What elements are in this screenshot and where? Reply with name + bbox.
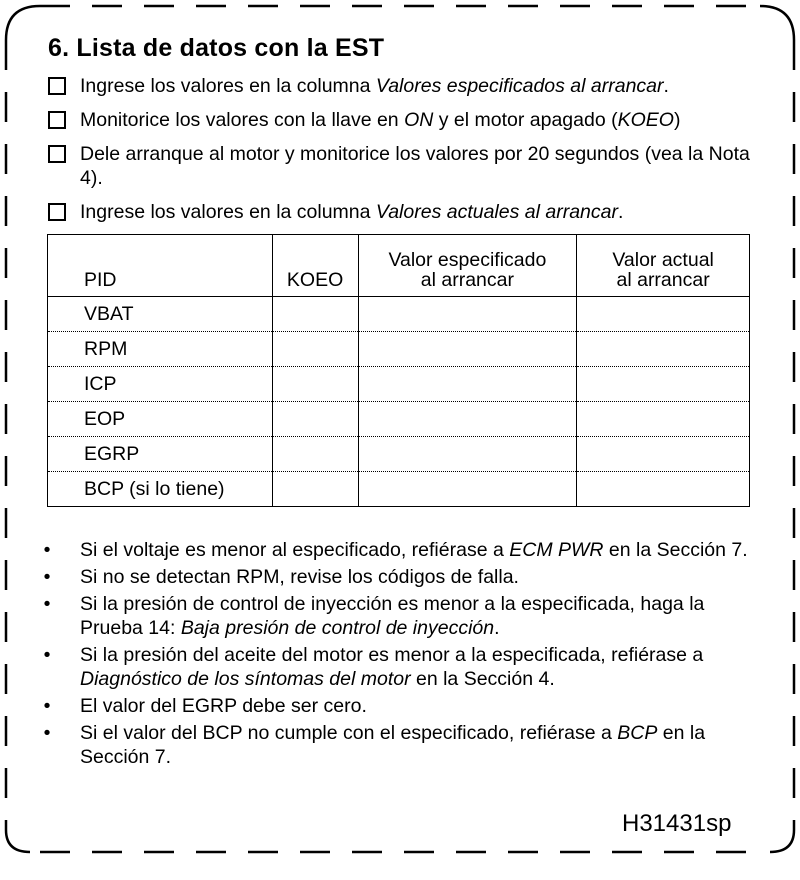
actual-value-cell[interactable] <box>577 367 750 402</box>
note-item <box>40 592 760 640</box>
note-item <box>40 565 760 589</box>
actual-value-cell[interactable] <box>577 437 750 472</box>
table-row <box>48 437 750 472</box>
bullet-icon: • <box>43 539 51 561</box>
actual-value-cell[interactable] <box>577 472 750 507</box>
header-spec-value <box>358 235 577 297</box>
note-item <box>40 643 760 691</box>
note-item <box>40 538 760 562</box>
spec-value-cell[interactable] <box>358 367 577 402</box>
actual-value-cell[interactable] <box>577 332 750 367</box>
spec-value-cell[interactable] <box>358 297 577 332</box>
pid-cell: EGRP <box>48 437 273 472</box>
spec-value-cell[interactable] <box>358 437 577 472</box>
italic-text: ON <box>404 109 434 131</box>
pid-cell: EOP <box>48 402 273 437</box>
table-row <box>48 472 750 507</box>
checklist-item-text: Dele arranque al motor y monitorice los valores por 20 segundos (vea la Nota 4). <box>80 143 750 189</box>
spec-value-cell[interactable] <box>358 472 577 507</box>
header-spec-line1: Valor especificado <box>388 249 547 271</box>
koeo-cell[interactable] <box>272 297 358 332</box>
bullet-icon: • <box>43 695 51 717</box>
note-text: Si el voltaje es menor al especificado, refiérase a ECM PWR en la Sección 7. <box>80 539 748 561</box>
pid-cell: BCP (si lo tiene) <box>48 472 273 507</box>
italic-text: KOEO <box>617 109 674 131</box>
note-text: Si el valor del BCP no cumple con el especificado, refiérase a BCP en la Sección 7. <box>80 722 706 768</box>
note-text: Si la presión de control de inyección es menor a la especificada, haga la Prueba 14: Baja presión de control de inyección. <box>80 593 705 639</box>
header-actual-line2: al arrancar <box>616 269 710 291</box>
header-pid: PID <box>48 235 273 297</box>
koeo-cell[interactable] <box>272 437 358 472</box>
italic-text: Diagnóstico de los síntomas del motor <box>80 668 411 690</box>
note-item <box>40 721 760 769</box>
checkbox[interactable] <box>48 111 66 129</box>
checklist-item[interactable] <box>48 74 760 98</box>
page-title: 6. Lista de datos con la EST <box>48 34 385 62</box>
notes-list <box>40 538 760 772</box>
checklist-item[interactable] <box>48 142 760 190</box>
spec-value-cell[interactable] <box>358 332 577 367</box>
actual-value-cell[interactable] <box>577 402 750 437</box>
pid-cell: VBAT <box>84 302 134 325</box>
italic-text: ECM PWR <box>509 539 604 561</box>
spec-value-cell[interactable] <box>358 402 577 437</box>
note-text: Si no se detectan RPM, revise los códigos de falla. <box>80 566 519 588</box>
koeo-cell[interactable] <box>272 402 358 437</box>
table-header-row <box>48 235 750 297</box>
header-spec-line2: al arrancar <box>420 269 514 291</box>
actual-value-cell[interactable] <box>577 297 750 332</box>
checklist-item[interactable] <box>48 200 760 224</box>
checkbox[interactable] <box>48 145 66 163</box>
header-koeo: KOEO <box>272 235 358 297</box>
table-row <box>48 332 750 367</box>
figure-code: H31431sp <box>622 810 732 837</box>
bullet-icon: • <box>43 593 51 615</box>
bullet-icon: • <box>43 566 51 588</box>
table-row <box>48 367 750 402</box>
note-text: El valor del EGRP debe ser cero. <box>80 695 367 717</box>
note-item <box>40 694 760 718</box>
checkbox[interactable] <box>48 203 66 221</box>
italic-text: Baja presión de control de inyección <box>180 617 495 639</box>
koeo-cell[interactable] <box>272 332 358 367</box>
checklist-item-text: Ingrese los valores en la columna Valores especificados al arrancar. <box>80 75 669 97</box>
koeo-cell[interactable] <box>272 472 358 507</box>
italic-text: BCP <box>617 722 658 744</box>
checkbox[interactable] <box>48 77 66 95</box>
italic-text: Valores especificados al arrancar <box>375 75 664 97</box>
pid-data-table <box>47 234 750 507</box>
checklist-item[interactable] <box>48 108 760 132</box>
table-row <box>48 402 750 437</box>
koeo-cell[interactable] <box>272 367 358 402</box>
pid-cell: ICP <box>48 367 273 402</box>
header-actual-value <box>577 235 750 297</box>
checklist-item-text: Ingrese los valores en la columna Valores actuales al arrancar. <box>80 201 624 223</box>
pid-cell: RPM <box>48 332 273 367</box>
italic-text: Valores actuales al arrancar <box>375 201 618 223</box>
bullet-icon: • <box>43 644 51 666</box>
checklist-item-text: Monitorice los valores con la llave en ON y el motor apagado (KOEO) <box>80 109 681 131</box>
bullet-icon: • <box>43 722 51 744</box>
note-text: Si la presión del aceite del motor es menor a la especificada, refiérase a Diagnóstico de los síntomas del motor en la Sección 4. <box>80 644 704 690</box>
header-actual-line1: Valor actual <box>612 249 714 271</box>
table-row <box>48 297 750 332</box>
